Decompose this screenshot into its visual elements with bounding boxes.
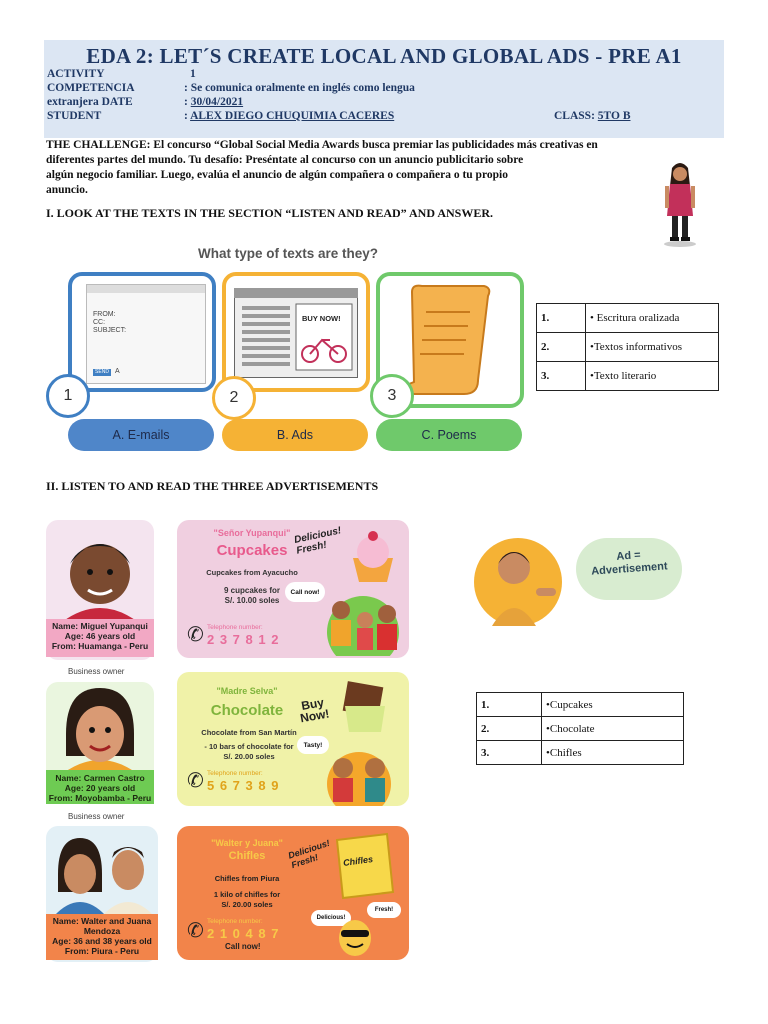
number-circle-1: 1 — [46, 374, 90, 418]
person-name: Name: Walter and Juana Mendoza — [52, 916, 152, 936]
fresh-bubble: Fresh! — [367, 902, 401, 918]
girl-illustration — [655, 160, 705, 248]
table-row — [537, 362, 719, 391]
email-subject-label: SUBJECT: — [93, 327, 127, 334]
activity-value: 1 — [190, 68, 196, 80]
newspaper-icon — [234, 288, 358, 378]
telephone-label: Telephone number: — [207, 918, 263, 925]
person-info-3 — [46, 916, 158, 956]
answer-text[interactable]: •Chocolate — [542, 717, 684, 741]
student-field — [184, 110, 394, 122]
email-window — [86, 284, 206, 384]
ad-offer-2: S/. 20.00 soles — [221, 900, 273, 909]
telephone-number: 5 6 7 3 8 9 — [207, 778, 280, 793]
ad-offer-1: 1 kilo of chifles for — [213, 890, 281, 899]
bag-label: Chifles — [342, 853, 374, 869]
challenge-line-2: diferentes partes del mundo. Tu desafío: Preséntate al concurso con un anuncio publicitario sobre — [46, 154, 524, 166]
student-label: STUDENT — [47, 110, 102, 122]
table-row — [477, 741, 684, 765]
ad-product: Chocolate — [210, 702, 284, 719]
answers-table-1 — [536, 303, 719, 391]
ad-brand: "Madre Selva" — [216, 686, 278, 696]
answer-text[interactable]: •Texto literario — [586, 362, 719, 391]
scroll-icon — [398, 282, 502, 400]
ad-brand: "Señor Yupanqui" — [213, 528, 291, 538]
ad-card-cupcakes — [177, 520, 409, 658]
section-2-heading: II. LISTEN TO AND READ THE THREE ADVERTISEMENTS — [46, 479, 379, 493]
telephone-label: Telephone number: — [207, 770, 263, 777]
delicious-bubble: Delicious! — [311, 910, 351, 926]
competencia-label: COMPETENCIA — [47, 82, 135, 94]
tasty-bubble: Tasty! — [297, 736, 329, 754]
phone-icon: ✆ — [187, 770, 204, 792]
cupcake-icon — [345, 528, 401, 584]
answer-text[interactable]: •Textos informativos — [586, 333, 719, 362]
business-owner-caption: Business owner — [68, 812, 125, 821]
email-cc-label: CC: — [93, 319, 106, 326]
email-font-icon: A — [115, 368, 120, 375]
boy-thumbs-up-illustration — [474, 534, 566, 630]
person-age: Age: 36 and 38 years old — [52, 936, 152, 946]
date-label: extranjera DATE — [47, 96, 133, 108]
person-card-1 — [46, 520, 154, 660]
chocolate-bar-icon — [335, 680, 395, 736]
telephone-label: Telephone number: — [207, 624, 263, 631]
ad-definition-bubble — [576, 538, 682, 600]
ad-offer-2: S/. 20.00 soles — [223, 752, 275, 761]
date-field — [184, 96, 243, 108]
email-from-label: FROM: — [93, 311, 116, 318]
call-now-bubble: Call now! — [285, 582, 325, 602]
answer-number: 3. — [477, 741, 542, 765]
pill-ads: B. Ads — [222, 419, 368, 451]
ad-card-chocolate — [177, 672, 409, 806]
answer-number: 1. — [477, 693, 542, 717]
table-row — [477, 717, 684, 741]
email-titlebar — [87, 285, 205, 293]
ad-burst: Delicious! Fresh! — [293, 525, 343, 557]
business-owner-caption: Business owner — [68, 667, 125, 676]
ad-offer-1: - 10 bars of chocolate for — [204, 742, 294, 751]
person-card-3 — [46, 826, 158, 962]
page-title: EDA 2: LET´S CREATE LOCAL AND GLOBAL ADS - PRE A1 — [86, 44, 682, 68]
call-now-text: Call now! — [225, 942, 261, 951]
portrait-walter-juana — [50, 828, 154, 916]
answer-text[interactable]: •Cupcakes — [542, 693, 684, 717]
buy-now-badge: BUY NOW! — [302, 314, 341, 323]
number-circle-2: 2 — [212, 376, 256, 420]
ad-brand: "Walter y Juana" — [211, 838, 283, 848]
ad-offer-1: 9 cupcakes for — [223, 586, 281, 595]
person-from: From: Huamanga - Peru — [51, 641, 149, 651]
phone-icon: ✆ — [187, 624, 204, 646]
person-age: Age: 20 years old — [64, 783, 136, 793]
ad-card-chifles — [177, 826, 409, 960]
portrait-carmen — [56, 684, 144, 774]
chifles-bag-icon — [327, 830, 401, 902]
answers-table-2 — [476, 692, 684, 765]
answer-number: 2. — [537, 333, 586, 362]
ad-burst: Buy Now! — [299, 695, 331, 726]
challenge-paragraph — [46, 138, 676, 198]
ad-burst: Delicious! Fresh! — [286, 837, 331, 871]
table-row — [537, 333, 719, 362]
section-1-heading: I. LOOK AT THE TEXTS IN THE SECTION “LISTEN AND READ” AND ANSWER. — [46, 206, 494, 220]
family-illustration — [313, 580, 405, 656]
competencia-value: : Se comunica oralmente en inglés como lengua — [184, 82, 415, 94]
table-row — [537, 304, 719, 333]
student-value: ALEX DIEGO CHUQUIMIA CACERES — [190, 110, 395, 122]
answer-number: 1. — [537, 304, 586, 333]
person-from: From: Moyobamba - Peru — [48, 793, 152, 803]
ad-origin: Cupcakes from Ayacucho — [206, 568, 298, 577]
table-row — [477, 693, 684, 717]
answer-number: 2. — [477, 717, 542, 741]
person-info-1 — [46, 621, 154, 651]
ad-origin: Chocolate from San Martín — [201, 728, 297, 737]
person-card-2 — [46, 682, 154, 804]
answer-text[interactable]: •Chifles — [542, 741, 684, 765]
telephone-number: 2 3 7 8 1 2 — [207, 632, 280, 647]
answer-number: 3. — [537, 362, 586, 391]
header-block — [44, 40, 724, 138]
date-value: 30/04/2021 — [190, 96, 244, 108]
telephone-number: 2 1 0 4 8 7 — [207, 926, 280, 941]
person-name: Name: Carmen Castro — [55, 773, 145, 783]
chifle-mascot-icon — [335, 918, 375, 956]
answer-text[interactable]: • Escritura oralizada — [586, 304, 719, 333]
portrait-miguel — [52, 524, 148, 622]
class-field — [554, 110, 630, 122]
ad-offer-2: S/. 10.00 soles — [224, 596, 280, 605]
ad-definition-text: Ad = Advertisement — [590, 549, 668, 578]
challenge-line-4: anuncio. — [46, 184, 88, 196]
person-from: From: Piura - Peru — [64, 946, 140, 956]
ad-product: Chifles — [228, 850, 266, 862]
number-circle-3: 3 — [370, 374, 414, 418]
ad-product: Cupcakes — [216, 542, 288, 559]
ad-newspaper-card — [222, 272, 370, 392]
ad-origin: Chifles from Piura — [214, 874, 280, 883]
class-value: 5TO B — [597, 110, 631, 122]
person-age: Age: 46 years old — [64, 631, 136, 641]
email-send-button: SEND — [93, 369, 111, 376]
challenge-line-1: THE CHALLENGE: El concurso “Global Social Media Awards busca premiar las publicidades más creativas en — [46, 139, 598, 151]
person-name: Name: Miguel Yupanqui — [52, 621, 148, 631]
challenge-line-3: algún negocio familiar. Luego, evalúa el anuncio de algún compañera o compañera o tu propio — [46, 169, 508, 181]
person-info-2 — [46, 773, 154, 803]
pill-emails: A. E-mails — [68, 419, 214, 451]
activity-label: ACTIVITY — [47, 68, 105, 80]
pill-poems: C. Poems — [376, 419, 522, 451]
phone-icon: ✆ — [187, 920, 204, 942]
email-card — [68, 272, 216, 392]
texts-question: What type of texts are they? — [198, 246, 379, 261]
date-prefix: : — [184, 96, 191, 108]
student-prefix: : — [184, 110, 191, 122]
class-label: CLASS: — [554, 110, 598, 122]
kids-illustration — [313, 738, 405, 806]
